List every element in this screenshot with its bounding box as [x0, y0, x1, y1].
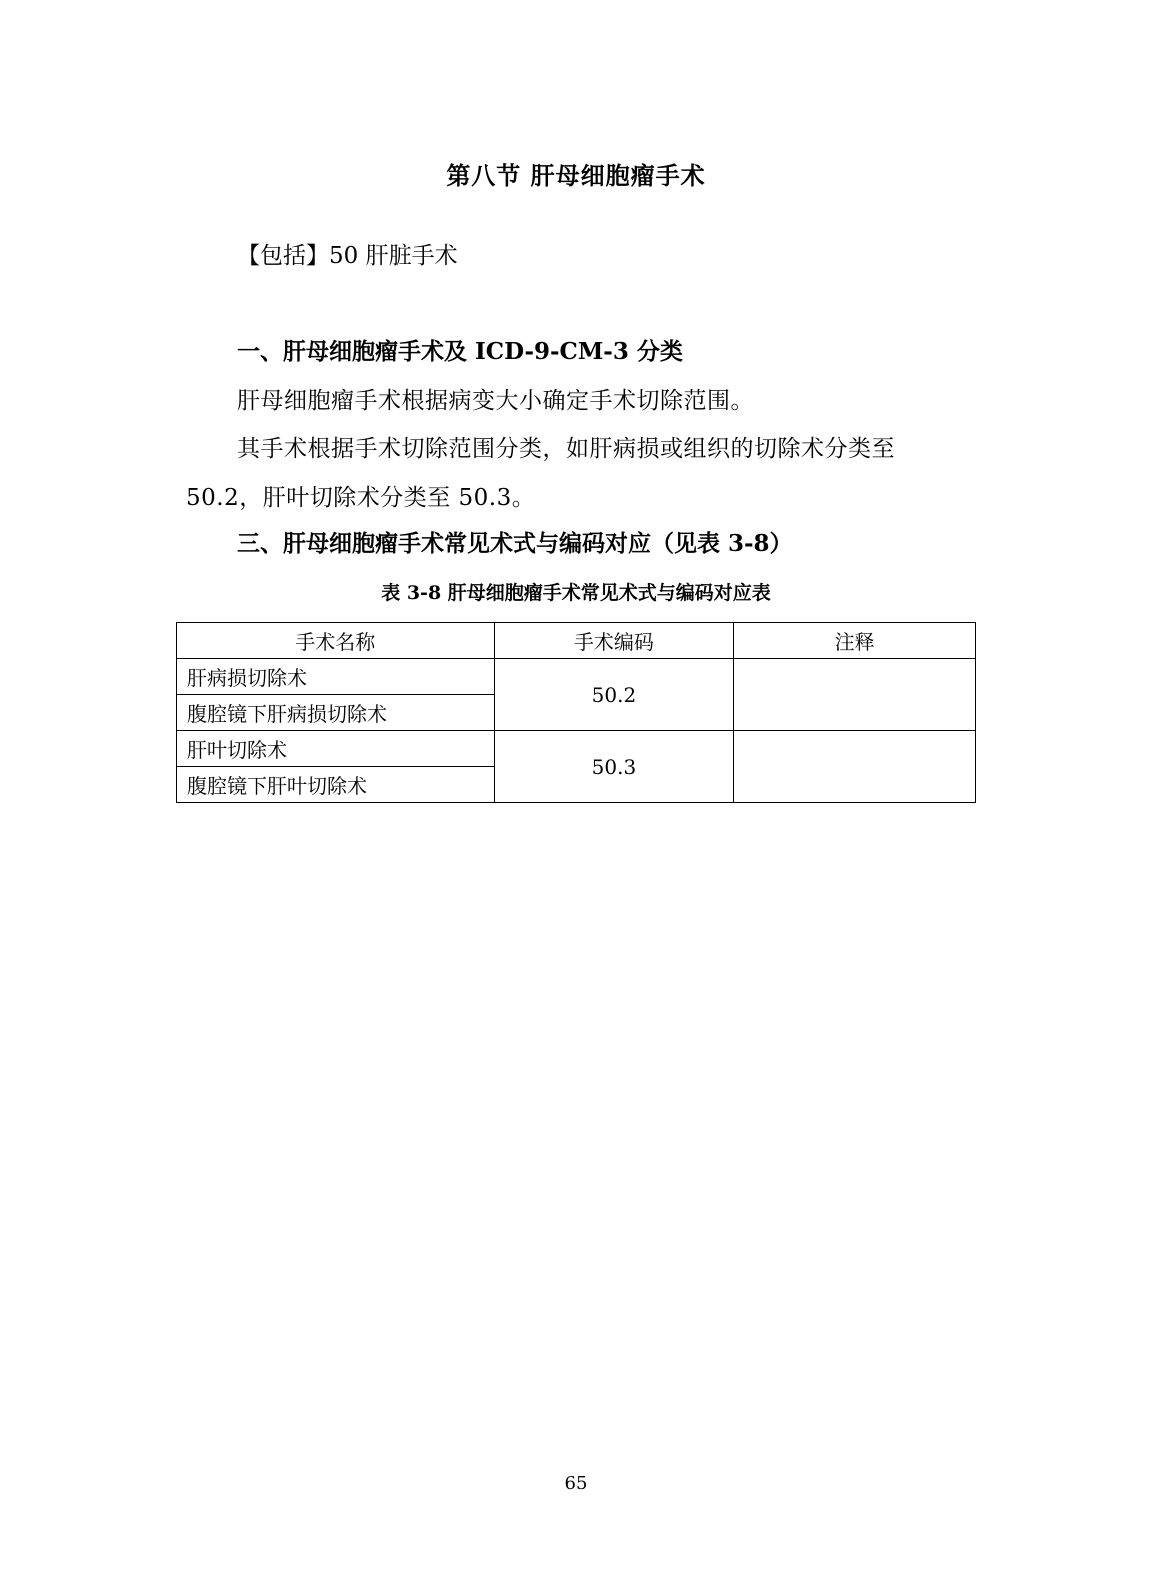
header-procedure-name: 手术名称: [177, 623, 495, 659]
table-row: [177, 731, 976, 767]
header-notes: 注释: [734, 623, 976, 659]
procedure-code-cell: 50.2: [494, 659, 734, 731]
paragraph-classification-line2: 50.2，肝叶切除术分类至 50.3。: [186, 485, 536, 511]
paragraph-scope: 肝母细胞瘤手术根据病变大小确定手术切除范围。: [237, 388, 754, 414]
notes-cell: [734, 731, 976, 803]
header-procedure-code: 手术编码: [494, 623, 734, 659]
heading-code-mapping: 三、肝母细胞瘤手术常见术式与编码对应（见表 3-8）: [237, 530, 793, 557]
procedure-code-cell: 50.3: [494, 731, 734, 803]
procedure-name-cell: 肝病损切除术: [177, 659, 495, 695]
procedure-name-cell: 腹腔镜下肝病损切除术: [177, 695, 495, 731]
page-number: 65: [564, 1473, 588, 1494]
paragraph-classification-line1: 其手术根据手术切除范围分类，如肝病损或组织的切除术分类至: [237, 436, 895, 462]
notes-cell: [734, 659, 976, 731]
code-mapping-table: [176, 622, 976, 803]
table-row: [177, 659, 976, 695]
table-caption: 表 3-8 肝母细胞瘤手术常见术式与编码对应表: [381, 582, 771, 604]
heading-classification: 一、肝母细胞瘤手术及 ICD-9-CM-3 分类: [237, 338, 683, 365]
includes-line: 【包括】50 肝脏手术: [237, 243, 458, 269]
table-header-row: [177, 623, 976, 659]
section-title: 第八节 肝母细胞瘤手术: [446, 161, 706, 190]
procedure-name-cell: 腹腔镜下肝叶切除术: [177, 767, 495, 803]
procedure-name-cell: 肝叶切除术: [177, 731, 495, 767]
